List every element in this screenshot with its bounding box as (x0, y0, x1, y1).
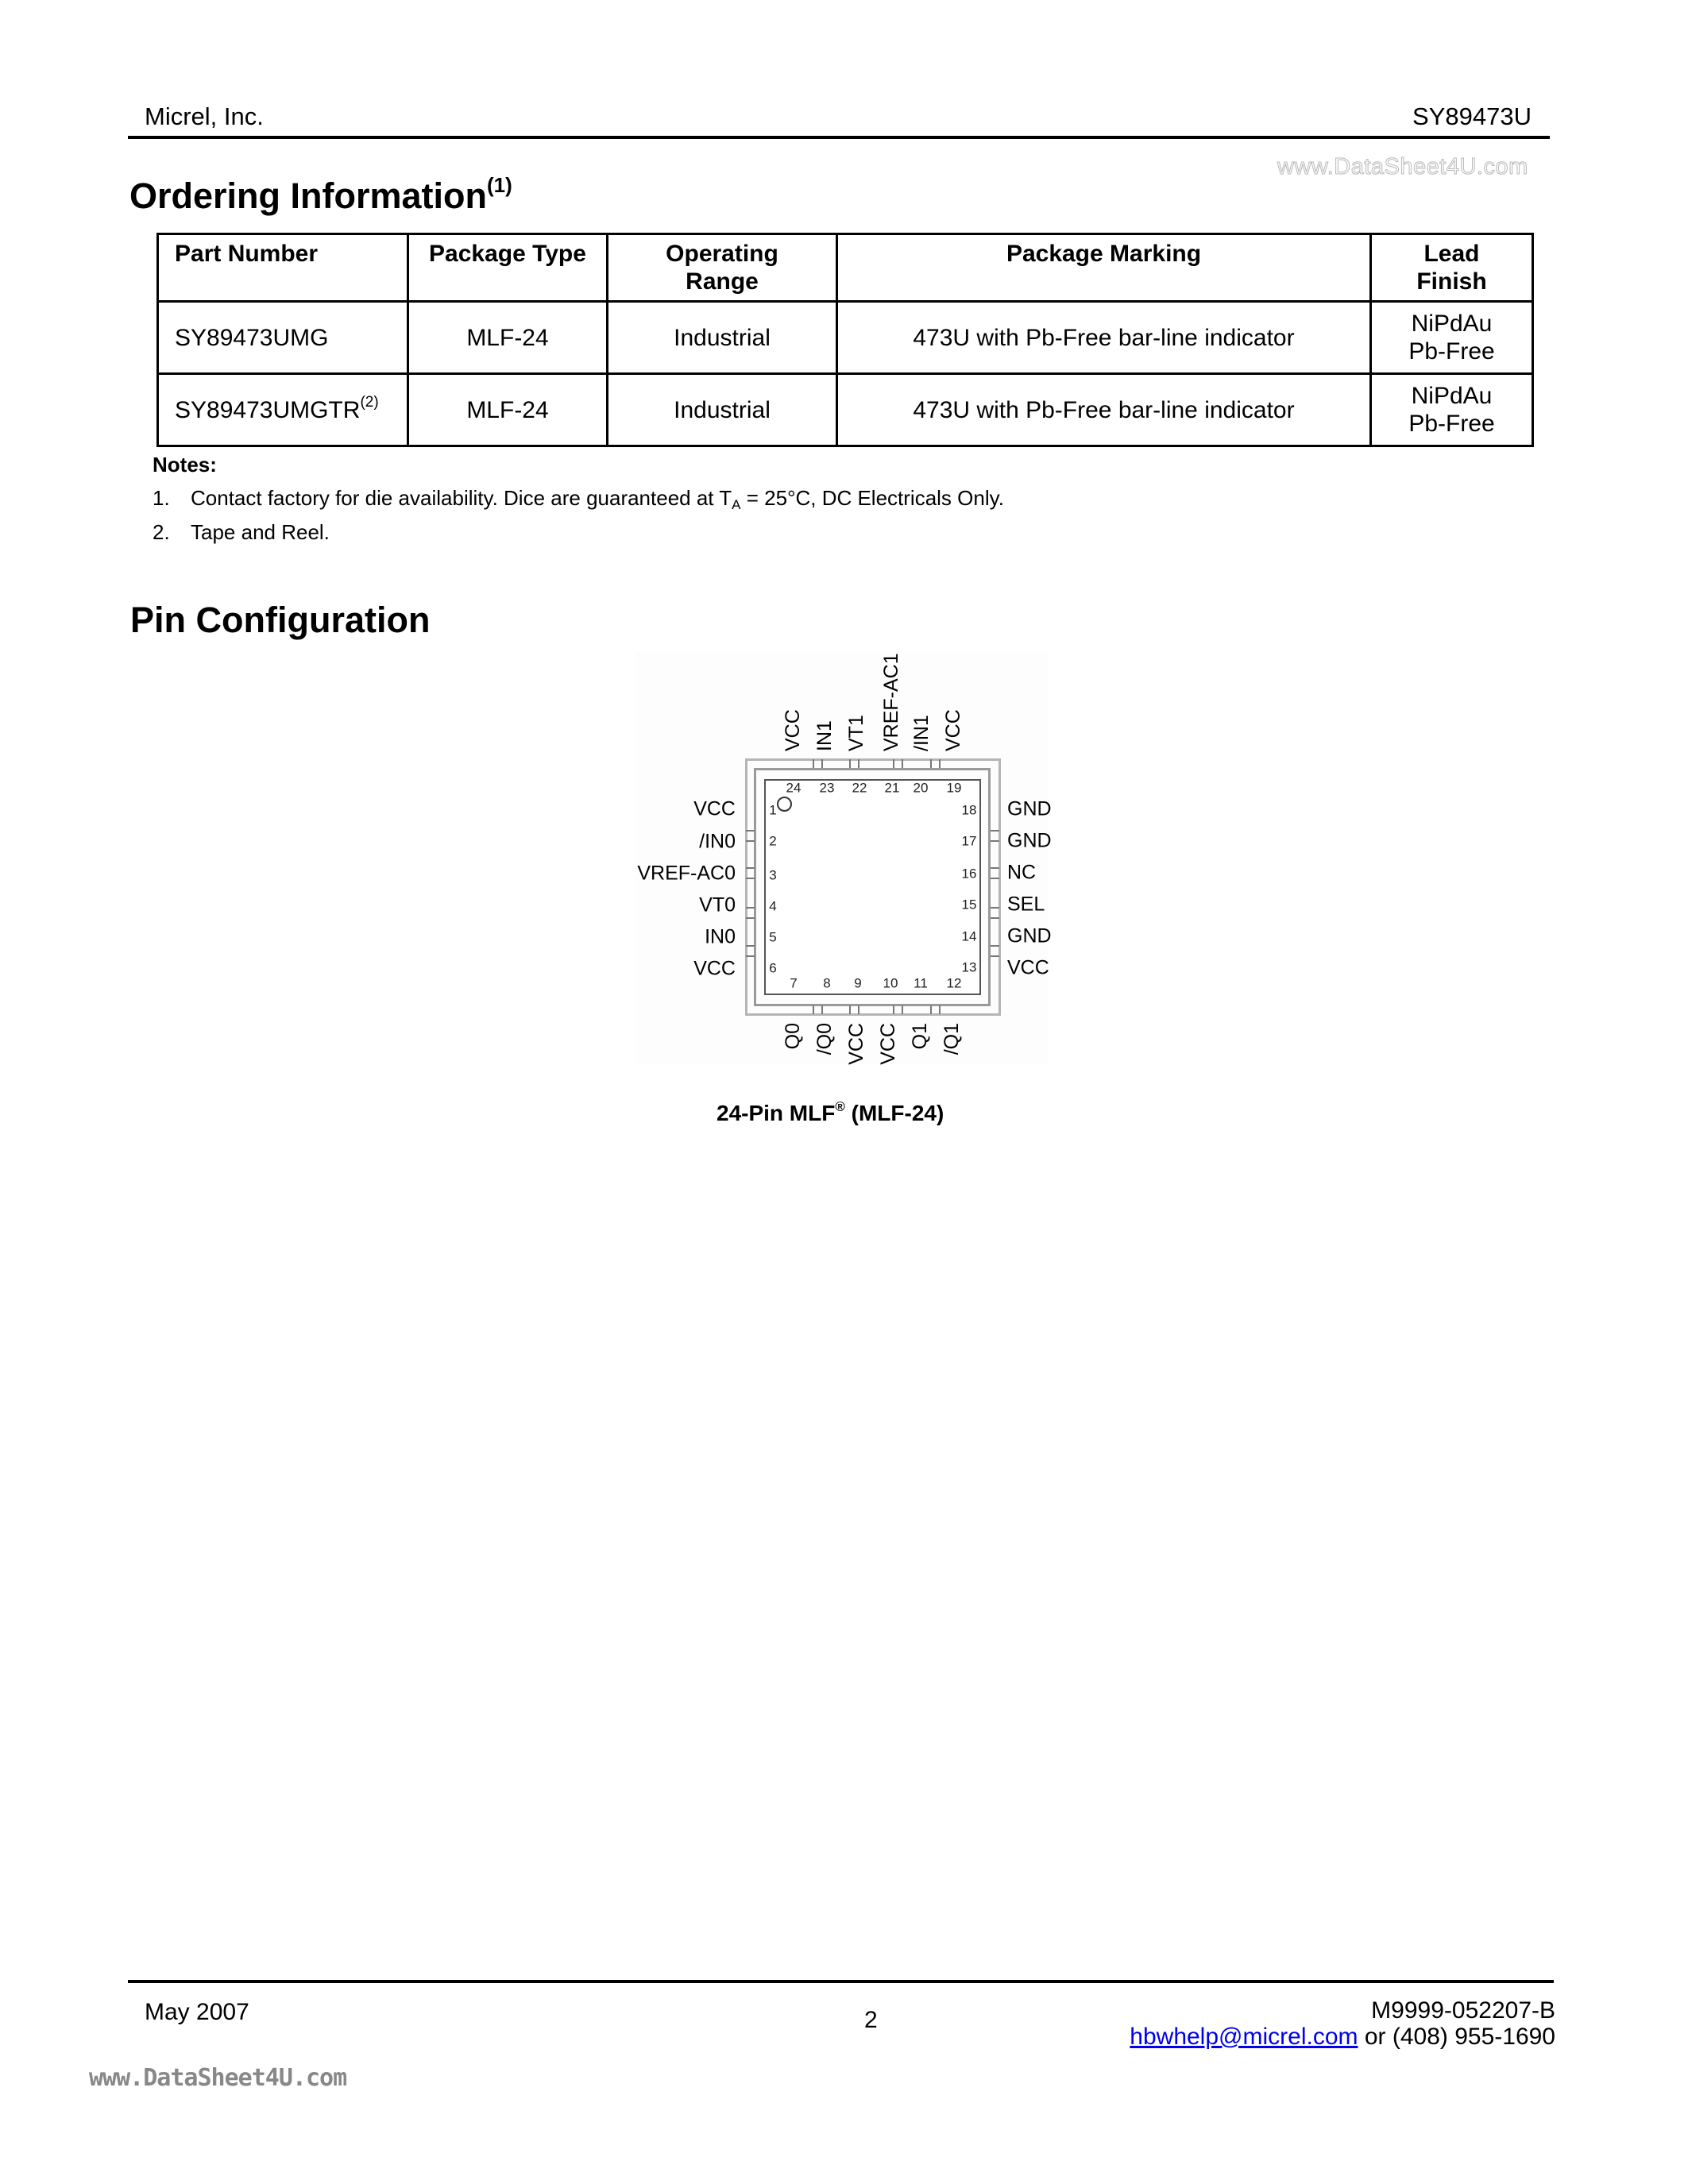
pin-label-right: GND (1007, 924, 1052, 947)
pin-number: 22 (852, 780, 867, 796)
pin-label-left: VCC (693, 797, 736, 820)
pin-label-bottom: VCC (845, 1023, 867, 1065)
table-header-row (158, 234, 1533, 302)
pin-label-bottom: /Q1 (941, 1023, 963, 1055)
pin-number: 8 (823, 975, 831, 991)
pin-label-bottom: Q0 (782, 1023, 804, 1050)
caption-main: 24-Pin MLF (717, 1101, 836, 1125)
pin-notch (849, 1005, 859, 1014)
column-header-lead-finish: Lead Finish (1371, 234, 1533, 302)
header-company: Micrel, Inc. (145, 102, 264, 130)
cell-package-marking: 473U with Pb-Free bar-line indicator (837, 374, 1371, 446)
cell-part-number: SY89473UMG (158, 302, 408, 374)
pin-notch (746, 907, 755, 919)
pin-number: 17 (961, 833, 977, 849)
pin-label-top: IN1 (813, 720, 836, 751)
pin-notch (849, 759, 859, 768)
watermark-bottom: www.DataSheet4U.com (89, 2064, 347, 2092)
pin-number: 14 (961, 928, 977, 944)
note-number: 2. (153, 520, 170, 544)
cell-lead-finish: NiPdAu Pb-Free (1371, 374, 1533, 446)
ordering-title (129, 173, 512, 216)
pin-notch (930, 1005, 941, 1014)
pin-label-right: GND (1007, 797, 1052, 820)
pin-label-bottom: VCC (877, 1023, 899, 1065)
column-header-part-number: Part Number (158, 234, 408, 302)
pin-number: 20 (913, 780, 929, 796)
pin-notch (991, 830, 999, 842)
pin-notch (893, 1005, 903, 1014)
cell-package-type: MLF-24 (408, 374, 608, 446)
email-link[interactable]: hbwhelp@micrel.com (1130, 2024, 1358, 2050)
note-number: 1. (153, 486, 170, 510)
pin-label-right: NC (1007, 861, 1037, 884)
pin-notch (746, 945, 755, 957)
pin-number: 4 (769, 898, 777, 914)
cell-package-type: MLF-24 (408, 302, 608, 374)
pin-label-top: VREF-AC1 (880, 653, 902, 751)
pin-number: 13 (961, 959, 977, 975)
note-text-tail: = 25°C, DC Electricals Only. (740, 486, 1004, 510)
pin-number: 9 (854, 975, 862, 991)
pin-diagram-caption (717, 1099, 944, 1125)
pin-number: 2 (769, 833, 777, 849)
cell-lead-finish: NiPdAu Pb-Free (1371, 302, 1533, 374)
pin-number: 5 (769, 929, 777, 945)
pin-config-title: Pin Configuration (130, 600, 431, 640)
cell-operating-range: Industrial (608, 302, 837, 374)
pin-number: 21 (884, 780, 900, 796)
pin-label-left: IN0 (705, 925, 736, 948)
pin-number: 10 (883, 975, 898, 991)
pin-label-right: SEL (1007, 893, 1045, 916)
pin-number: 19 (946, 780, 962, 796)
pin-notch (991, 907, 999, 919)
pin-number: 6 (769, 960, 777, 976)
pin-number: 24 (786, 780, 802, 796)
pin-label-top: VT1 (845, 715, 867, 751)
pin-label-left: VCC (693, 957, 736, 980)
pin-label-top: /IN1 (910, 715, 933, 751)
footer-date: May 2007 (145, 1999, 249, 2025)
pin-label-top: VCC (942, 709, 964, 751)
pin1-indicator-icon (777, 797, 792, 812)
pin-number: 23 (819, 780, 835, 796)
pin-label-left: /IN0 (699, 830, 736, 853)
pin-number: 15 (961, 897, 977, 913)
ordering-title-text: Ordering Information (129, 176, 487, 216)
pin-number: 12 (946, 975, 962, 991)
note-text: Tape and Reel. (191, 520, 330, 544)
pin-number: 18 (961, 802, 977, 818)
cell-operating-range: Industrial (608, 374, 837, 446)
note-item (153, 486, 1004, 512)
footer-phone: or (408) 955-1690 (1358, 2024, 1555, 2050)
pin-label-bottom: /Q0 (813, 1023, 836, 1055)
pin-notch (746, 867, 755, 879)
pin-notch (813, 1005, 823, 1014)
footer-page-number: 2 (864, 2007, 878, 2033)
header-rule (128, 136, 1550, 139)
pin-label-right: GND (1007, 829, 1052, 852)
pin-label-bottom: Q1 (909, 1023, 931, 1050)
cell-part-number: SY89473UMGTR$^{(2)}$ (158, 374, 408, 446)
pin-notch (991, 945, 999, 957)
table-row (158, 302, 1533, 374)
pin-label-left: VT0 (699, 893, 736, 916)
pin-label-right: VCC (1007, 956, 1049, 979)
pin-notch (991, 867, 999, 879)
note-subscript: A (732, 497, 741, 512)
pin-number: 11 (914, 975, 928, 991)
registered-mark: ® (835, 1099, 845, 1114)
pin-notch (930, 759, 941, 768)
pin-label-top: VCC (782, 709, 804, 751)
watermark-top: www.DataSheet4U.com (1277, 154, 1528, 179)
footer-rule (128, 1980, 1554, 1983)
header-part-number: SY89473U (1412, 102, 1532, 130)
column-header-package-type: Package Type (408, 234, 608, 302)
pin-number: 1 (769, 802, 777, 818)
column-header-package-marking: Package Marking (837, 234, 1371, 302)
column-header-operating-range: Operating Range (608, 234, 837, 302)
caption-tail: (MLF-24) (844, 1101, 944, 1125)
ordering-table (156, 233, 1534, 447)
package-body (764, 779, 981, 995)
pin-number: 3 (769, 867, 777, 883)
cell-package-marking: 473U with Pb-Free bar-line indicator (837, 302, 1371, 374)
pin-notch (746, 830, 755, 842)
ordering-title-note: (1) (487, 173, 512, 197)
footer-contact (1130, 2025, 1555, 2049)
notes-title: Notes: (153, 453, 217, 477)
pin-notch (813, 759, 823, 768)
pin-label-left: VREF-AC0 (637, 862, 736, 885)
table-row (158, 374, 1533, 446)
pin-number: 7 (790, 975, 798, 991)
pin-notch (893, 759, 903, 768)
note-text: Contact factory for die availability. Dice are guaranteed at T (191, 486, 732, 510)
pin-number: 16 (961, 866, 977, 882)
note-item (153, 522, 330, 542)
footer-doc-number: M9999-052207-B (1371, 1997, 1555, 2024)
